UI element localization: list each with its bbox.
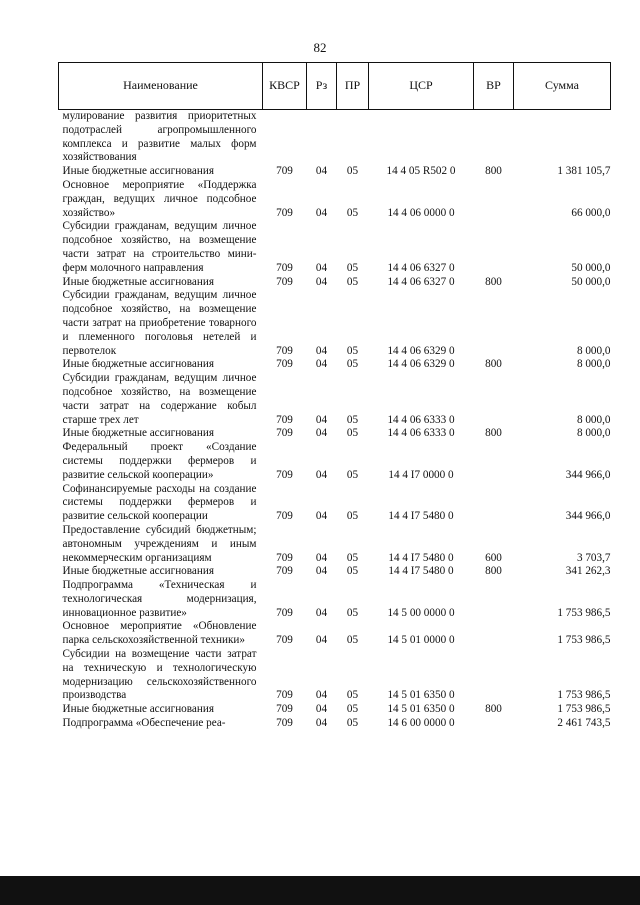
cell-name: Подпрограмма «Техническая и технологическая модернизация, инновационное развитие»: [62, 579, 257, 619]
cell-vr: [474, 220, 514, 275]
cell-csr: 14 4 I7 5480 0: [388, 510, 454, 523]
cell-csr: 14 5 00 0000 0: [387, 606, 455, 619]
cell-rz: 04: [315, 551, 328, 564]
cell-vr: [474, 289, 514, 358]
cell-rz: 04: [315, 261, 328, 274]
cell-csr: 14 4 06 6329 0: [387, 344, 455, 357]
cell-sum: 1 753 986,5: [557, 703, 611, 716]
cell-vr: [474, 648, 514, 703]
cell-name: мулирование развития приоритетных подотраслей агропромышленного комплекса и развитие малых форм хозяйствования: [62, 110, 257, 164]
table-row: [59, 110, 611, 166]
cell-csr: 14 4 I7 0000 0: [388, 468, 454, 481]
cell-kvsr: 709: [276, 717, 293, 730]
cell-pr: 05: [346, 165, 359, 178]
header-sum: Сумма: [514, 63, 611, 110]
cell-sum: 1 381 105,7: [557, 165, 611, 178]
cell-sum: [514, 110, 611, 166]
cell-csr: 14 4 I7 5480 0: [388, 565, 454, 578]
cell-name: Основное мероприятие «Поддержка граждан, ведущих личное подсобное хозяйство»: [62, 178, 257, 219]
cell-csr: 14 4 06 6327 0: [387, 275, 455, 288]
cell-pr: 05: [346, 468, 359, 481]
cell-kvsr: 709: [276, 634, 293, 647]
cell-rz: [307, 110, 337, 166]
cell-rz: 04: [315, 344, 328, 357]
cell-kvsr: 709: [276, 413, 293, 426]
table-row: [59, 703, 611, 717]
cell-kvsr: 709: [276, 565, 293, 578]
cell-kvsr: 709: [276, 261, 293, 274]
cell-csr: 14 6 00 0000 0: [387, 717, 455, 730]
cell-sum: 1 753 986,5: [557, 634, 611, 647]
cell-kvsr: [263, 110, 307, 166]
cell-sum: 3 703,7: [576, 551, 611, 564]
cell-csr: 14 4 06 6333 0: [387, 427, 455, 440]
cell-kvsr: 709: [276, 468, 293, 481]
cell-sum: 2 461 743,5: [557, 717, 611, 730]
table-row: [59, 220, 611, 275]
cell-kvsr: 709: [276, 689, 293, 702]
cell-kvsr: 709: [276, 344, 293, 357]
header-csr: ЦСР: [369, 63, 474, 110]
cell-sum: 1 753 986,5: [557, 689, 611, 702]
header-kvsr: КВСР: [263, 63, 307, 110]
cell-rz: 04: [315, 427, 328, 440]
cell-name: Субсидии гражданам, ведущим личное подсобное хозяйство, на возмещение части затрат на приобретение товарного и племенного поголовья нетелей и первотелок: [62, 289, 257, 357]
cell-pr: 05: [346, 510, 359, 523]
cell-vr: 800: [485, 703, 502, 716]
cell-vr: [474, 441, 514, 482]
cell-rz: 04: [315, 206, 328, 219]
table-row: [59, 427, 611, 441]
table-row: [59, 358, 611, 372]
cell-rz: 04: [315, 606, 328, 619]
cell-pr: 05: [346, 261, 359, 274]
cell-sum: 1 753 986,5: [557, 606, 611, 619]
cell-vr: [474, 579, 514, 620]
table-row: [59, 648, 611, 703]
cell-csr: [369, 110, 474, 166]
cell-vr: [474, 110, 514, 166]
cell-csr: 14 4 06 6333 0: [387, 413, 455, 426]
cell-rz: 04: [315, 565, 328, 578]
cell-name: Федеральный проект «Создание системы поддержки фермеров и развитие сельской кооперации»: [62, 441, 257, 481]
table-row: [59, 276, 611, 290]
cell-sum: 66 000,0: [571, 206, 611, 219]
table-header-row: [59, 63, 611, 110]
cell-pr: 05: [346, 689, 359, 702]
table-row: [59, 165, 611, 179]
cell-vr: [474, 717, 514, 731]
cell-sum: 50 000,0: [571, 261, 611, 274]
cell-csr: 14 4 I7 5480 0: [388, 551, 454, 564]
cell-pr: 05: [346, 717, 359, 730]
cell-kvsr: 709: [276, 165, 293, 178]
cell-csr: 14 4 06 6329 0: [387, 358, 455, 371]
cell-kvsr: 709: [276, 427, 293, 440]
cell-csr: 14 4 06 6327 0: [387, 261, 455, 274]
cell-rz: 04: [315, 689, 328, 702]
table-row: [59, 483, 611, 524]
cell-rz: 04: [315, 717, 328, 730]
cell-rz: 04: [315, 468, 328, 481]
cell-rz: 04: [315, 634, 328, 647]
cell-rz: 04: [315, 413, 328, 426]
cell-name: Основное мероприятие «Обновление парка сельскохозяйственной техники»: [62, 620, 257, 647]
cell-kvsr: 709: [276, 358, 293, 371]
cell-kvsr: 709: [276, 703, 293, 716]
table-row: [59, 579, 611, 620]
cell-vr: [474, 179, 514, 220]
cell-vr: [474, 372, 514, 427]
cell-kvsr: 709: [276, 551, 293, 564]
table-row: [59, 620, 611, 648]
cell-name: Софинансируемые расходы на создание системы поддержки фермеров и развитие сельской кооперации: [62, 482, 257, 523]
cell-vr: 800: [485, 165, 502, 178]
cell-sum: 344 966,0: [565, 468, 611, 481]
table-row: [59, 441, 611, 482]
table-row: [59, 524, 611, 565]
cell-name: Иные бюджетные ассигнования: [62, 427, 214, 440]
cell-name: Предоставление субсидий бюджетным; автономным учреждениям и иным некоммерческим организациям: [62, 523, 257, 564]
scan-bottom-border: [0, 876, 640, 905]
cell-vr: 600: [485, 551, 502, 564]
cell-rz: 04: [315, 275, 328, 288]
cell-rz: 04: [315, 358, 328, 371]
table-row: [59, 717, 611, 731]
cell-pr: 05: [346, 206, 359, 219]
cell-sum: 341 262,3: [565, 565, 611, 578]
header-vr: ВР: [474, 63, 514, 110]
cell-vr: [474, 483, 514, 524]
cell-vr: [474, 620, 514, 648]
cell-rz: 04: [315, 703, 328, 716]
cell-rz: 04: [315, 165, 328, 178]
cell-name: Подпрограмма «Обеспечение реа-: [62, 717, 226, 730]
header-rz: Рз: [307, 63, 337, 110]
cell-name: Субсидии гражданам, ведущим личное подсобное хозяйство, на возмещение части затрат на содержание кобыл старше трех лет: [62, 372, 257, 426]
cell-pr: 05: [346, 413, 359, 426]
cell-pr: 05: [346, 703, 359, 716]
cell-kvsr: 709: [276, 606, 293, 619]
cell-csr: 14 4 06 0000 0: [387, 206, 455, 219]
cell-pr: 05: [346, 634, 359, 647]
cell-name: Иные бюджетные ассигнования: [62, 275, 214, 288]
cell-rz: 04: [315, 510, 328, 523]
cell-name: Субсидии гражданам, ведущим личное подсобное хозяйство, на возмещение части затрат на строительство мини-ферм молочного направления: [62, 220, 257, 274]
table-row: [59, 289, 611, 358]
cell-vr: 800: [485, 427, 502, 440]
cell-name: Иные бюджетные ассигнования: [62, 565, 214, 578]
cell-pr: 05: [346, 565, 359, 578]
cell-name: Иные бюджетные ассигнования: [62, 703, 214, 716]
cell-kvsr: 709: [276, 275, 293, 288]
cell-sum: 8 000,0: [576, 344, 611, 357]
cell-vr: 800: [485, 565, 502, 578]
cell-csr: 14 5 01 6350 0: [387, 703, 455, 716]
cell-sum: 8 000,0: [576, 413, 611, 426]
cell-kvsr: 709: [276, 510, 293, 523]
cell-pr: 05: [346, 358, 359, 371]
table-row: [59, 372, 611, 427]
cell-name: Субсидии на возмещение части затрат на техническую и технологическую модернизацию сельскохозяйственного производства: [62, 648, 257, 702]
cell-vr: 800: [485, 275, 502, 288]
cell-pr: [337, 110, 369, 166]
cell-sum: 344 966,0: [565, 510, 611, 523]
cell-name: Иные бюджетные ассигнования: [62, 358, 214, 371]
header-name: Наименование: [59, 63, 263, 110]
cell-pr: 05: [346, 427, 359, 440]
page-number: 82: [313, 40, 327, 55]
cell-sum: 50 000,0: [571, 275, 611, 288]
cell-csr: 14 5 01 0000 0: [387, 634, 455, 647]
cell-pr: 05: [346, 606, 359, 619]
cell-sum: 8 000,0: [576, 358, 611, 371]
table-row: [59, 565, 611, 579]
cell-csr: 14 5 01 6350 0: [387, 689, 455, 702]
cell-sum: 8 000,0: [576, 427, 611, 440]
table-row: [59, 179, 611, 220]
cell-pr: 05: [346, 275, 359, 288]
cell-name: Иные бюджетные ассигнования: [62, 165, 214, 178]
cell-kvsr: 709: [276, 206, 293, 219]
cell-csr: 14 4 05 R502 0: [386, 165, 456, 178]
budget-table: [58, 62, 611, 731]
header-pr: ПР: [337, 63, 369, 110]
cell-pr: 05: [346, 551, 359, 564]
cell-pr: 05: [346, 344, 359, 357]
cell-vr: 800: [485, 358, 502, 371]
